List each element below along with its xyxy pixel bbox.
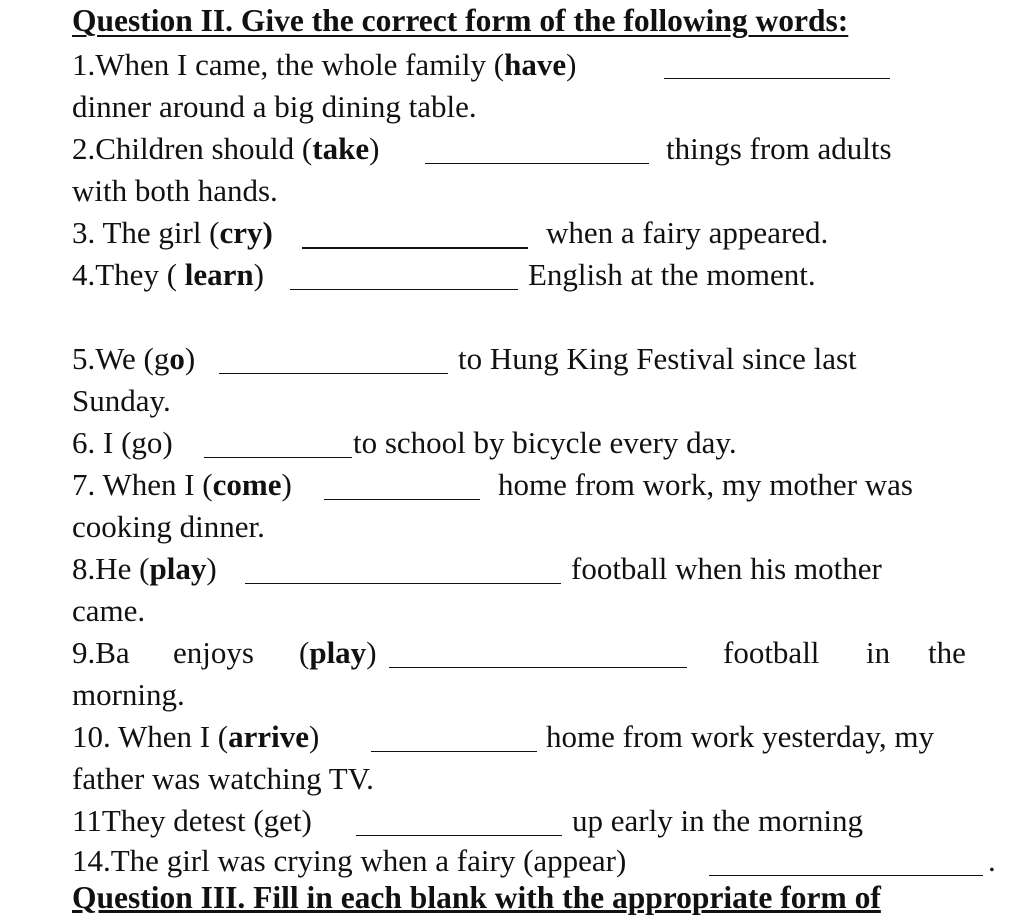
q6-answer-blank[interactable]	[204, 427, 352, 458]
q7-prefix: 7. When I (	[72, 467, 213, 502]
q7-after: home from work, my mother was	[498, 467, 913, 502]
question-14: 14.The girl was crying when a fairy (appear)	[72, 843, 627, 878]
q11-after: up early in the morning	[572, 803, 863, 838]
q1-prefix: 1.When I came, the whole family (	[72, 47, 505, 82]
q2-after: things from adults	[666, 131, 892, 166]
q8-continuation: came.	[72, 593, 146, 628]
q8-answer-blank[interactable]	[245, 553, 561, 584]
q14-answer-blank[interactable]	[709, 845, 983, 876]
q5-after: to Hung King Festival since last	[458, 341, 857, 376]
q2-answer-blank[interactable]	[425, 133, 649, 164]
question-10	[72, 716, 319, 758]
q11-answer-blank[interactable]	[356, 805, 562, 836]
q1-answer-blank[interactable]	[664, 48, 890, 79]
q2-continuation: with both hands.	[72, 173, 278, 208]
q8-suffix: )	[206, 551, 217, 586]
q9-answer-blank[interactable]	[389, 637, 687, 668]
question-4	[72, 254, 264, 296]
q5-continuation: Sunday.	[72, 383, 171, 418]
question-5	[72, 338, 195, 380]
q1-verb: have	[504, 47, 567, 82]
q2-verb: take	[312, 131, 370, 166]
question-1	[72, 44, 576, 86]
q4-prefix: 4.They (	[72, 257, 185, 292]
q5-prefix: 5.We (g	[72, 341, 170, 376]
q9-continuation: morning.	[72, 677, 185, 712]
q3-prefix: 3. The girl (	[72, 215, 220, 250]
q10-verb: arrive	[228, 719, 309, 754]
q3-after: when a fairy appeared.	[546, 215, 829, 250]
q3-answer-blank[interactable]	[302, 217, 528, 249]
q9-verb: play	[309, 635, 367, 670]
q5-suffix: )	[184, 341, 196, 376]
q4-answer-blank[interactable]	[290, 259, 518, 290]
q8-prefix: 8.He (	[72, 551, 150, 586]
q10-after: home from work yesterday, my	[546, 719, 934, 754]
q5-verb: o	[169, 341, 185, 376]
question-6: 6. I (go)	[72, 425, 173, 460]
question-2	[72, 128, 379, 170]
q9-word-football: football	[723, 635, 820, 670]
q2-suffix: )	[369, 131, 380, 166]
question-11: 11They detest (get)	[72, 803, 312, 838]
q4-verb: learn	[184, 257, 254, 292]
q7-continuation: cooking dinner.	[72, 509, 265, 544]
q7-verb: come	[212, 467, 282, 502]
question-7	[72, 464, 292, 506]
q3-verb: cry)	[219, 215, 273, 250]
q5-answer-blank[interactable]	[219, 343, 448, 374]
question-3	[72, 212, 273, 254]
q4-after: English at the moment.	[528, 257, 816, 292]
q9-close: )	[366, 635, 377, 670]
q7-answer-blank[interactable]	[324, 469, 480, 500]
question-8	[72, 548, 217, 590]
q4-suffix: )	[253, 257, 264, 292]
q1-continuation: dinner around a big dining table.	[72, 89, 477, 124]
q9-word-in: in	[866, 635, 891, 670]
q9-word-ba: 9.Ba	[72, 635, 130, 670]
q2-prefix: 2.Children should (	[72, 131, 313, 166]
q14-end: .	[988, 843, 996, 878]
q10-suffix: )	[309, 719, 320, 754]
q8-verb: play	[149, 551, 207, 586]
q10-continuation: father was watching TV.	[72, 761, 374, 796]
question-heading: Question II. Give the correct form of the following words:	[72, 3, 849, 38]
q1-suffix: )	[566, 47, 577, 82]
q10-answer-blank[interactable]	[371, 721, 537, 752]
question-9	[299, 632, 377, 674]
q8-after: football when his mother	[571, 551, 882, 586]
q7-suffix: )	[281, 467, 292, 502]
q9-word-the: the	[928, 635, 966, 670]
q10-prefix: 10. When I (	[72, 719, 229, 754]
q6-after: to school by bicycle every day.	[353, 425, 737, 460]
next-heading-clip	[72, 874, 982, 915]
next-question-heading: Question III. Fill in each blank with the appropriate form of	[72, 880, 881, 915]
q9-word-enjoys: enjoys	[173, 635, 254, 670]
q9-open: (	[299, 635, 310, 670]
